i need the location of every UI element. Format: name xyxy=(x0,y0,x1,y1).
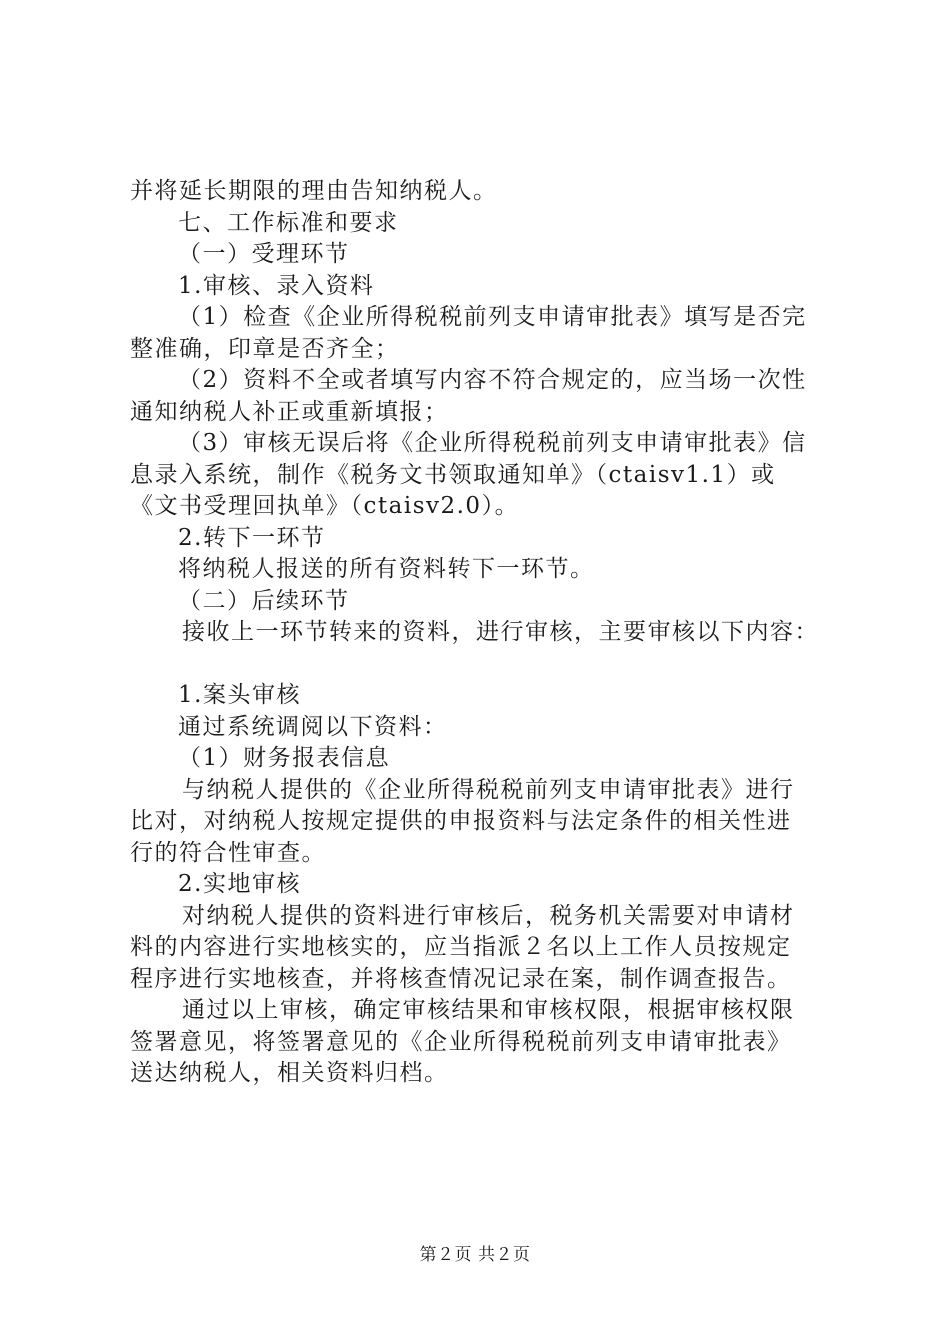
text-line: 对纳税人提供的资料进行审核后，税务机关需要对申请材 xyxy=(182,902,795,929)
text-line: 料的内容进行实地核实的，应当指派２名以上工作人员按规定 xyxy=(130,934,792,960)
item-heading: 1.审核、录入资料 xyxy=(178,272,375,299)
section-heading: 七、工作标准和要求 xyxy=(178,209,399,236)
text-line: 送达纳税人，相关资料归档。 xyxy=(130,1060,449,1086)
page-footer: 第２页 共２页 xyxy=(419,1245,531,1265)
text-line: 通知纳税人补正或重新填报； xyxy=(130,398,449,425)
text-line: 并将延长期限的理由告知纳税人。 xyxy=(130,178,498,204)
text-line: 息录入系统，制作《税务文书领取通知单》（ctaisv1.1）或 xyxy=(130,461,776,488)
text-line: （2）资料不全或者填写内容不符合规定的，应当场一次性 xyxy=(178,367,807,393)
text-line: 将纳税人报送的所有资料转下一环节。 xyxy=(178,556,595,582)
text-line: 通过以上审核，确定审核结果和审核权限，根据审核权限 xyxy=(182,997,795,1023)
text-line: （1）检查《企业所得税税前列支申请审批表》填写是否完 xyxy=(178,304,807,330)
text-line: 行的符合性审查。 xyxy=(130,839,326,866)
text-line: 《文书受理回执单》（ctaisv2.0）。 xyxy=(130,493,520,519)
item-heading: 2.实地审核 xyxy=(178,871,301,897)
item-heading: 1.案头审核 xyxy=(178,682,301,708)
text-line: 比对，对纳税人按规定提供的申报资料与法定条件的相关性进 xyxy=(130,808,792,834)
text-line: 整准确，印章是否齐全； xyxy=(130,335,400,362)
subsection-heading: （二）后续环节 xyxy=(178,587,350,614)
document-body xyxy=(130,176,830,1090)
text-line: 通过系统调阅以下资料： xyxy=(178,713,448,740)
item-heading: （1）财务报表信息 xyxy=(178,745,391,771)
text-line: 签署意见，将签署意见的《企业所得税税前列支申请审批表》 xyxy=(130,1028,792,1055)
subsection-heading: （一）受理环节 xyxy=(178,241,350,267)
text-line: （3）审核无误后将《企业所得税税前列支申请审批表》信 xyxy=(178,430,807,456)
text-line: 程序进行实地核查，并将核查情况记录在案，制作调查报告。 xyxy=(130,965,792,992)
text-line: 与纳税人提供的《企业所得税税前列支申请审批表》进行 xyxy=(182,776,795,803)
item-heading: 2.转下一环节 xyxy=(178,524,326,551)
blank-line xyxy=(130,649,830,681)
text-line: 接收上一环节转来的资料，进行审核，主要审核以下内容： xyxy=(182,619,819,645)
